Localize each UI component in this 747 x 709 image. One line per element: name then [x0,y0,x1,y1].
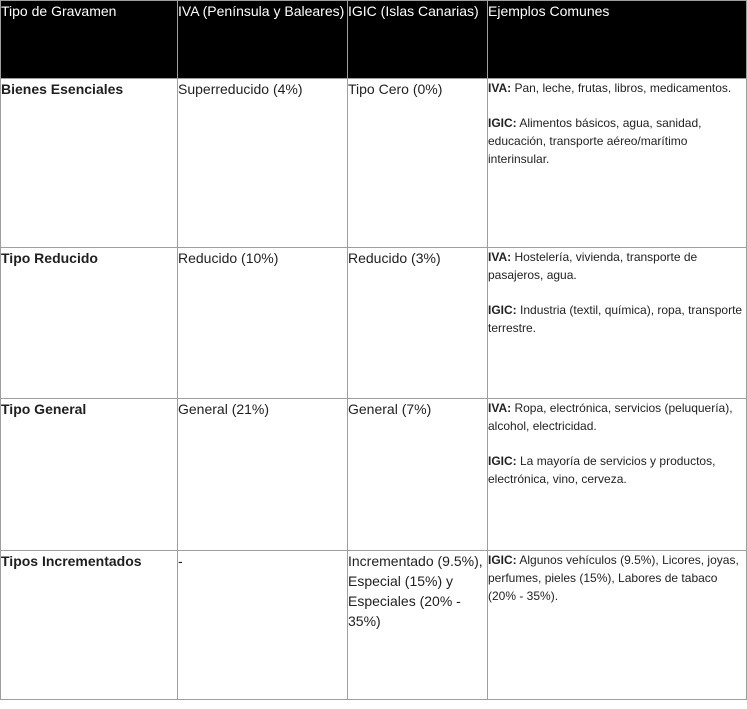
example-label: IGIC: [488,553,517,567]
example-label: IVA: [488,401,512,415]
table-row [1,79,747,248]
header-ejemplos: Ejemplos Comunes [488,1,747,79]
example-label: IGIC: [488,454,517,468]
row-examples [488,79,747,248]
example-text: Industria (textil, química), ropa, transporte terrestre. [488,303,743,335]
header-igic: IGIC (Islas Canarias) [348,1,488,79]
row-category: Tipos Incrementados [1,551,178,700]
row-category: Tipo Reducido [1,248,178,399]
example-label: IVA: [488,81,512,95]
example-iva [488,399,746,435]
table-row [1,248,747,399]
example-text: Hostelería, vivienda, transporte de pasajeros, agua. [488,250,698,282]
example-text: Pan, leche, frutas, libros, medicamentos. [511,81,732,95]
row-examples [488,551,747,700]
table-row [1,399,747,551]
row-igic-rate: Reducido (3%) [348,248,488,399]
row-examples [488,399,747,551]
table-row [1,551,747,700]
row-iva-rate: Superreducido (4%) [178,79,348,248]
row-category: Bienes Esenciales [1,79,178,248]
row-iva-rate: Reducido (10%) [178,248,348,399]
example-text: Algunos vehículos (9.5%), Licores, joyas, perfumes, pieles (15%), Labores de tabaco (20% - 35%). [488,553,739,603]
row-examples [488,248,747,399]
example-iva [488,79,746,97]
header-iva: IVA (Península y Baleares) [178,1,348,79]
example-text: Alimentos básicos, agua, sanidad, educación, transporte aéreo/marítimo interinsular. [488,116,702,166]
row-category: Tipo General [1,399,178,551]
example-label: IVA: [488,250,512,264]
example-label: IGIC: [488,303,517,317]
row-igic-rate: General (7%) [348,399,488,551]
row-igic-rate: Tipo Cero (0%) [348,79,488,248]
example-igic [488,301,746,337]
example-igic [488,114,746,168]
example-label: IGIC: [488,116,517,130]
header-tipo-gravamen: Tipo de Gravamen [1,1,178,79]
row-iva-rate: - [178,551,348,700]
row-iva-rate: General (21%) [178,399,348,551]
row-igic-rate: Incrementado (9.5%), Especial (15%) y Especiales (20% - 35%) [348,551,488,700]
table-header-row [1,1,747,79]
example-igic [488,551,746,605]
example-text: Ropa, electrónica, servicios (peluquería), alcohol, electricidad. [488,401,733,433]
example-text: La mayoría de servicios y productos, electrónica, vino, cerveza. [488,454,716,486]
example-igic [488,452,746,488]
example-iva [488,248,746,284]
